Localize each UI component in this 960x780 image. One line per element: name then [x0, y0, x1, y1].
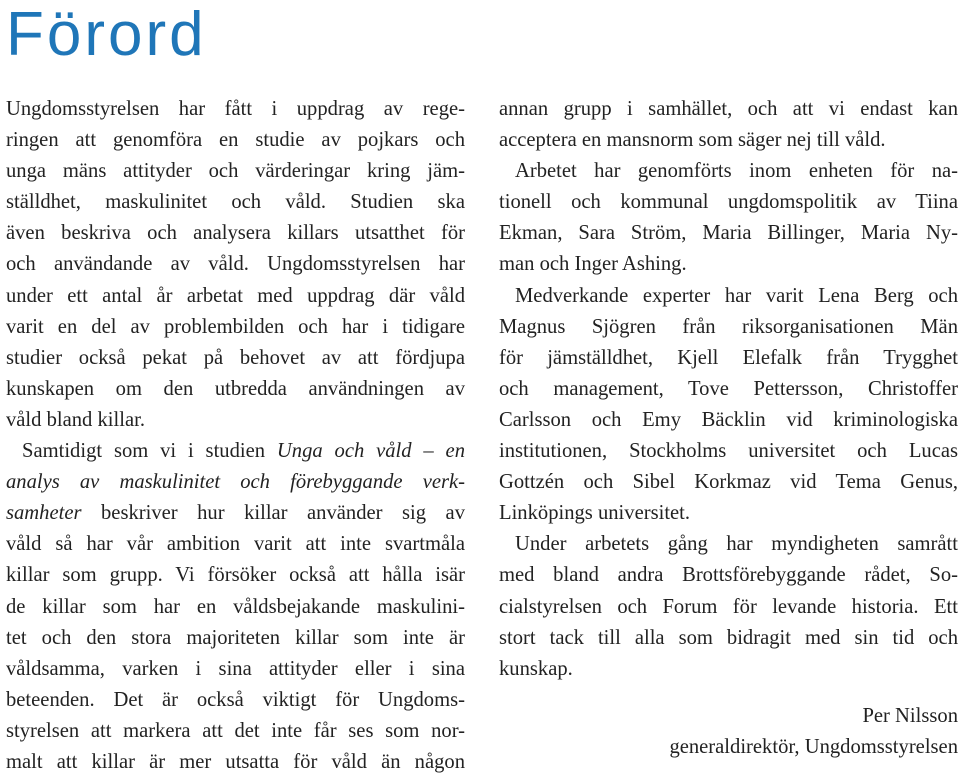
text-line: och management, Tove Pettersson, Christoffer: [499, 377, 958, 400]
text-line: [6, 467, 465, 498]
text-line: killar som grupp. Vi försöker också att hålla isär: [6, 564, 465, 587]
text-line: varit en del av problembilden och har i tidigare: [6, 315, 465, 338]
text-line: Ungdomsstyrelsen har fått i uppdrag av rege-: [6, 98, 465, 120]
text-line: under ett antal år arbetat med uppdrag där våld: [6, 284, 465, 307]
text-segment: beskriver hur killar använder sig av: [81, 502, 465, 525]
text-line: våld så har vår ambition varit att inte svartmåla: [6, 533, 465, 556]
text-line: acceptera en mansnorm som säger nej till våld.: [499, 129, 886, 152]
text-line: våldsamma, varken i sina attityder eller i sina: [6, 657, 465, 680]
signature-block: [499, 701, 958, 763]
text-line: våld bland killar.: [6, 408, 145, 431]
signature-name: Per Nilsson: [862, 704, 958, 727]
text-line: Gottzén och Sibel Korkmaz vid Tema Genus,: [499, 471, 958, 494]
text-line: cialstyrelsen och Forum för levande historia. Ett: [499, 595, 958, 618]
text-line: och användande av våld. Ungdomsstyrelsen har: [6, 253, 465, 276]
text-line: unga mäns attityder och värderingar kring jäm-: [6, 160, 465, 183]
text-line: malt att killar är mer utsatta för våld än någon: [6, 750, 465, 773]
right-column: [499, 94, 958, 763]
text-line: Medverkande experter har varit Lena Berg och: [515, 284, 958, 307]
left-column: [6, 94, 465, 778]
page-title: Förord: [6, 0, 207, 69]
text-line: beteenden. Det är också viktigt för Ungdoms-: [6, 688, 465, 711]
text-line: även beskriva och analysera killars utsatthet för: [6, 222, 465, 245]
study-title: Unga och våld – en: [276, 440, 465, 463]
text-line: styrelsen att markera att det inte får ses som nor-: [6, 719, 465, 742]
text-line: med bland andra Brottsförebyggande rådet, So-: [499, 564, 958, 587]
text-line: [6, 498, 465, 529]
text-line: studier också pekat på behovet av att fördjupa: [6, 346, 465, 369]
text-line: kunskapen om den utbredda användningen av: [6, 377, 465, 400]
text-line: man och Inger Ashing.: [499, 253, 687, 276]
study-title: samheter: [6, 502, 82, 525]
text-line: [6, 436, 465, 467]
text-line: ringen att genomföra en studie av pojkars och: [6, 129, 465, 152]
text-line: Arbetet har genomförts inom enheten för na-: [515, 160, 958, 183]
text-line: Ekman, Sara Ström, Maria Billinger, Maria Ny-: [499, 222, 958, 245]
text-line: tet och den stora majoriteten killar som inte är: [6, 626, 465, 649]
text-line: tionell och kommunal ungdomspolitik av Tiina: [499, 191, 958, 214]
text-line: stort tack till alla som bidragit med sin tid och: [499, 626, 958, 649]
text-line: de killar som har en våldsbejakande maskulini-: [6, 595, 465, 618]
text-line: kunskap.: [499, 657, 573, 680]
study-title: analys av maskulinitet och förebyggande verk-: [6, 471, 465, 494]
text-line: för jämställdhet, Kjell Elefalk från Trygghet: [499, 346, 958, 369]
text-line: annan grupp i samhället, och att vi endast kan: [499, 98, 958, 120]
text-line: Magnus Sjögren från riksorganisationen Män: [499, 315, 958, 338]
text-segment: Samtidigt som vi i studien: [22, 440, 277, 463]
text-line: institutionen, Stockholms universitet och Lucas: [499, 440, 958, 463]
text-line: ställdhet, maskulinitet och våld. Studien ska: [6, 191, 465, 214]
signature-role: generaldirektör, Ungdomsstyrelsen: [669, 735, 958, 758]
text-line: Carlsson och Emy Bäcklin vid kriminologiska: [499, 408, 958, 431]
text-line: Linköpings universitet.: [499, 502, 691, 525]
text-line: Under arbetets gång har myndigheten samrått: [515, 533, 958, 556]
